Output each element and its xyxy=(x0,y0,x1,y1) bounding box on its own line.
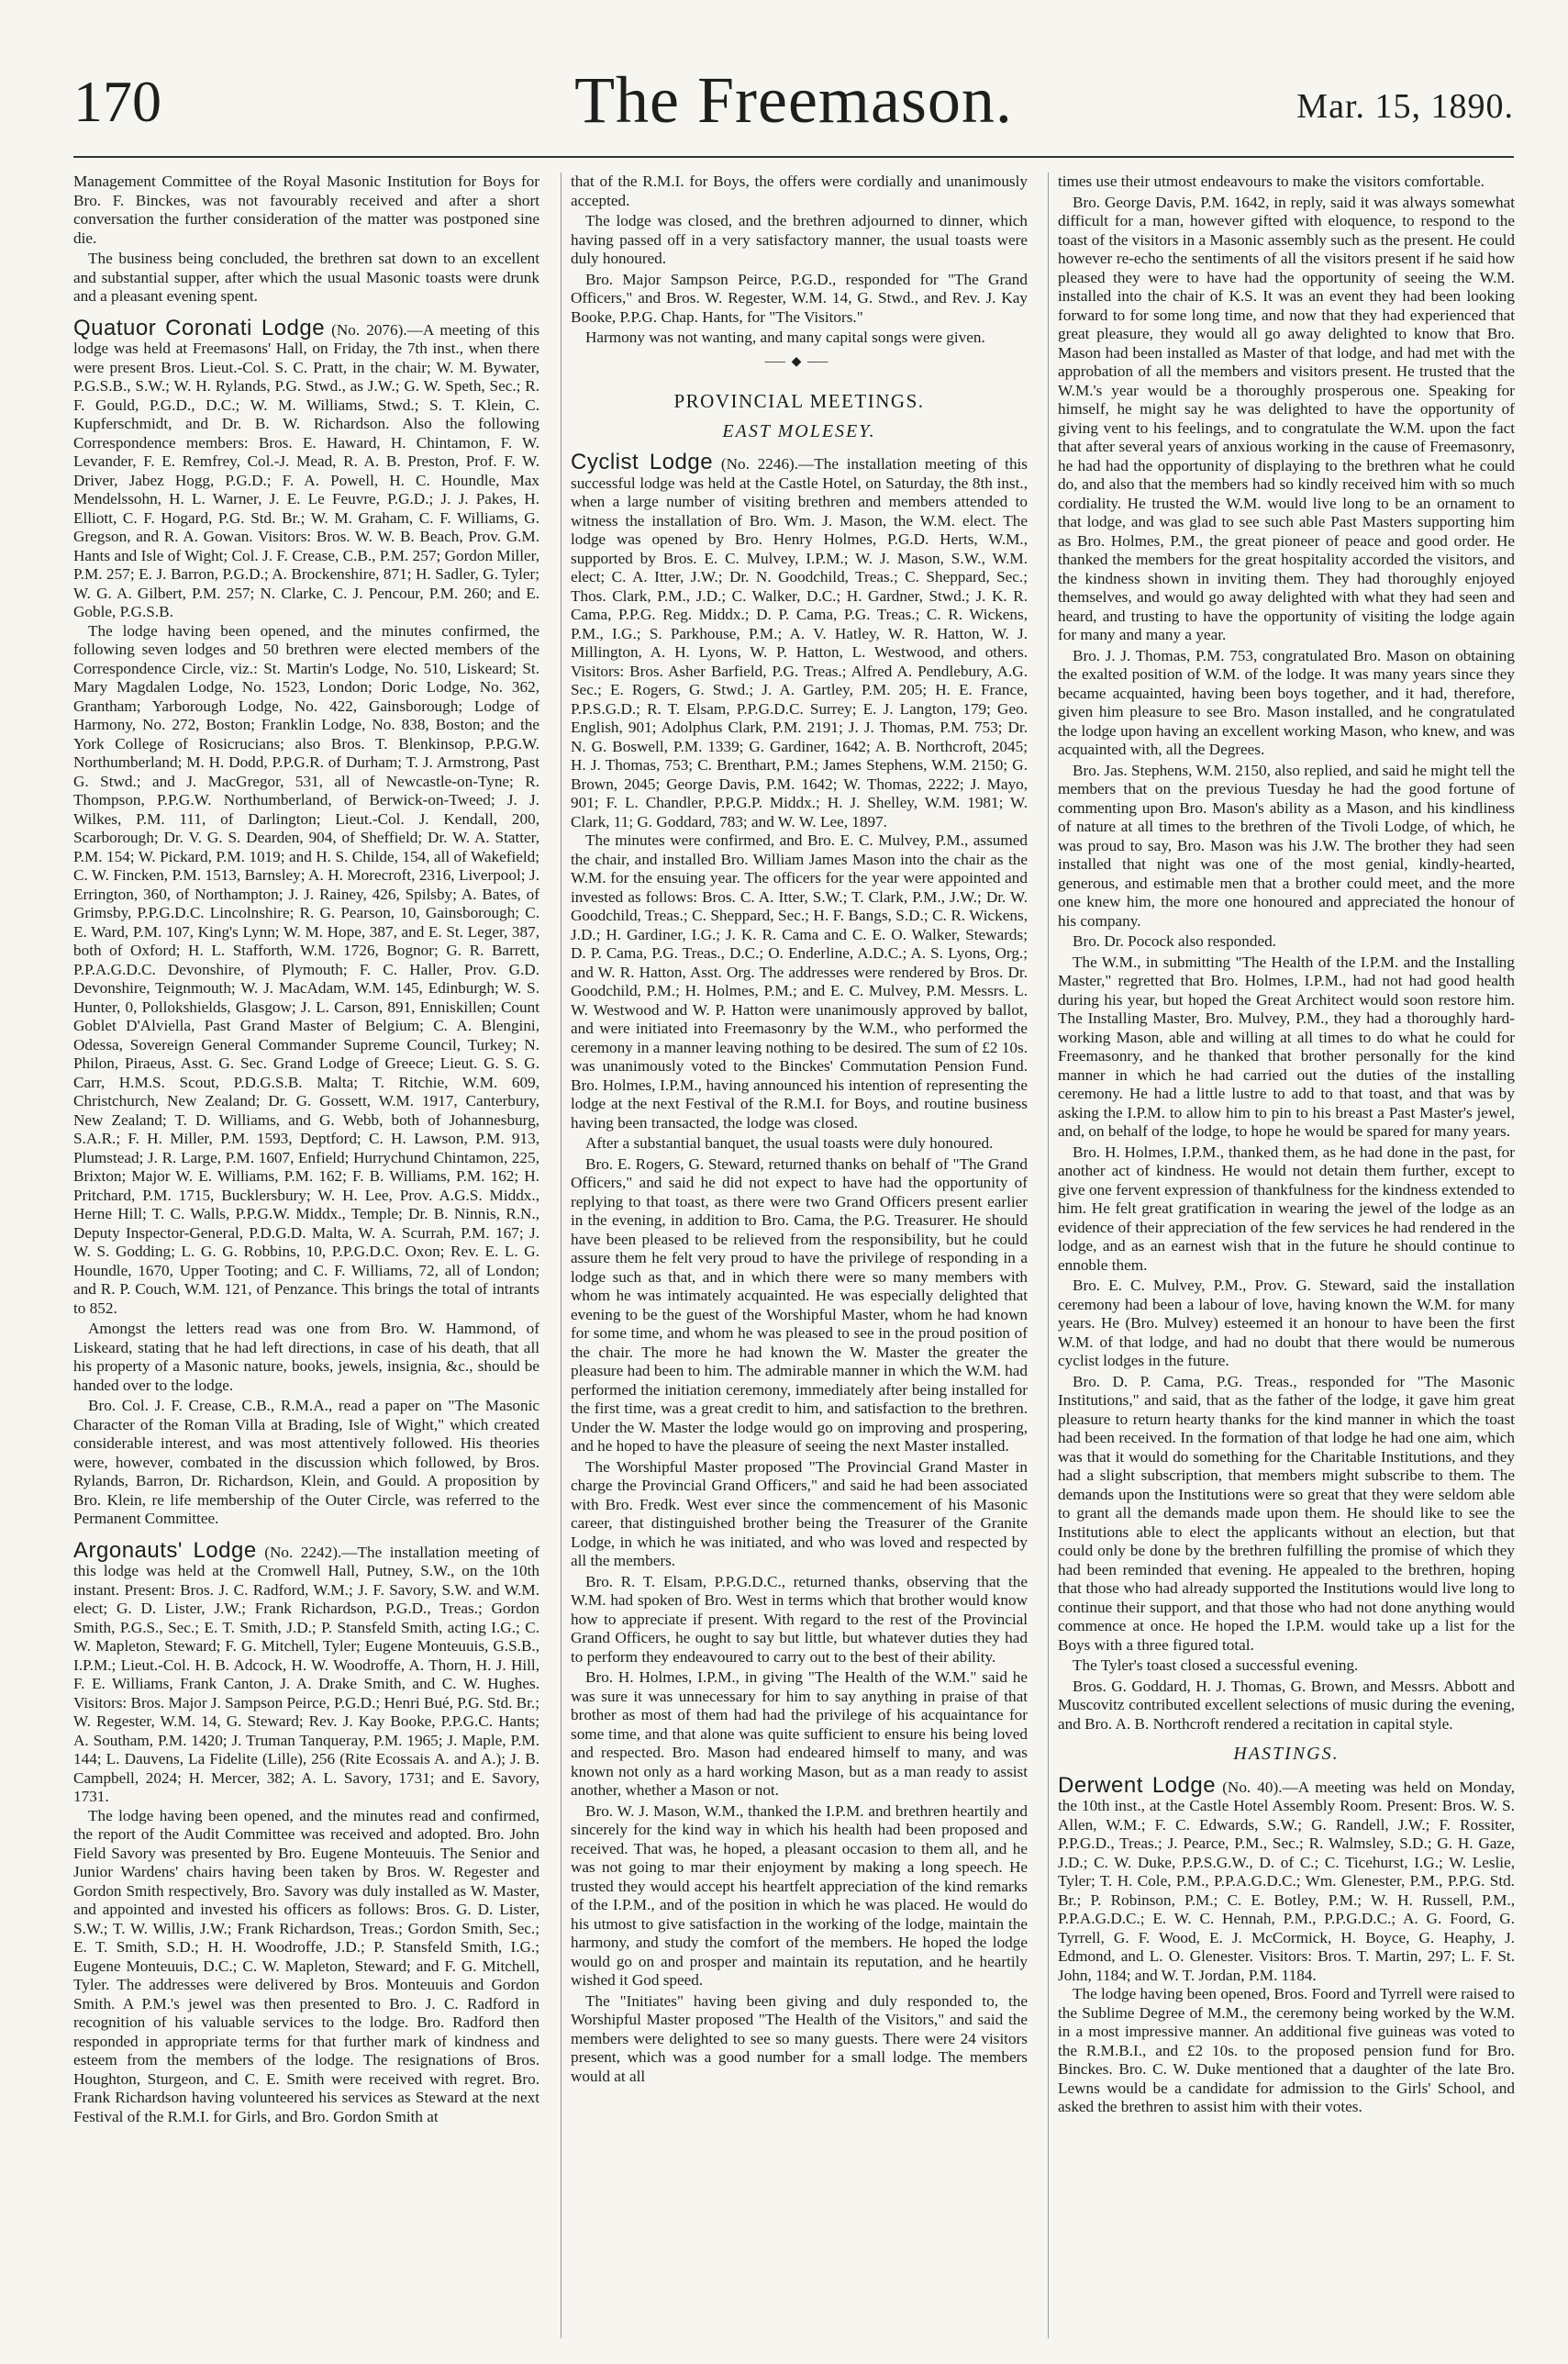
paragraph: Bro. W. J. Mason, W.M., thanked the I.P.M. and brethren heartily and sincerely for the kind way in which his health had been proposed and received. That was, he hoped, a pleasant occasion to them all, and he was not going to mar their enjoyment by making a long speech. He trusted they would accept his heartfelt appreciation of the kind remarks of the I.P.M., and of the position in which he was placed. He would do his utmost to give satisfaction in the working of the lodge, maintain the harmony, and study the comfort of the members. He hoped the lodge would go on and prosper and maintain its reputation, and he heartily wished it God speed. xyxy=(571,1801,1028,1989)
paragraph: The lodge having been opened, Bros. Foord and Tyrrell were raised to the Sublime Degree of M.M., the ceremony being worked by the W.M. in a most impressive manner. An additional five guineas was voted to the R.M.B.I., and £2 10s. to the proposed pension fund for Bro. Binckes. Bro. C. W. Duke mentioned that a daughter of the late Bro. Lewns would be a candidate for admission to the Girls' School, and asked the brethren to assist him with their votes. xyxy=(1058,1985,1515,2115)
paragraph: Bro. Dr. Pocock also responded. xyxy=(1073,932,1276,950)
paragraph: After a substantial banquet, the usual toasts were duly honoured. xyxy=(585,1134,994,1152)
paragraph: times use their utmost endeavours to make the visitors comfortable. xyxy=(1058,173,1485,190)
paragraph: The Tyler's toast closed a successful evening. xyxy=(1073,1656,1359,1674)
article-columns xyxy=(73,173,1514,2338)
paragraph: that of the R.M.I. for Boys, the offers were cordially and unanimously accepted. xyxy=(571,173,1028,209)
paragraph: The lodge having been opened, and the minutes confirmed, the following seven lodges and 50 brethren were elected members of the Correspondence Circle, viz.: St. Martin's Lodge, No. 510, Liskeard; St. Mary Magdalen Lodge, No. 1523, London; Doric Lodge, No. 362, Grantham; Yarborough Lodge, No. 422, Gainsborough; Lodge of Harmony, No. 272, Boston; Franklin Lodge, No. 838, Boston; and the York College of Rosicrucians; also Bros. T. Blenkinsop, P.P.G.W. Northumberland; M. H. Dodd, P.P.G.R. of Durham; T. J. Armstrong, Past G. Stwd.; and J. MacGregor, 531, all of Newcastle-on-Tyne; R. Thompson, P.P.G.W. Northumberland, of Berwick-on-Tweed; J. J. Wilkes, P.M. 111, of Darlington; Lieut.-Col. J. Kendall, 200, Scarborough; Dr. V. G. S. Dearden, 904, of Sheffield; Dr. W. A. Statter, P.M. 154; W. Pickard, P.M. 1019; and H. S. Childe, 154, all of Wakefield; C. W. Fincken, P.M. 1513, Barnsley; A. H. Morecroft, 2316, Liverpool; J. Errington, 360, of Northampton; J. J. Rainey, 426, Spilsby; A. Bates, of Grimsby, P.P.G.D.C. Lincolnshire; R. G. Pearson, 10, Gainsborough; C. E. Ward, P.M. 107, King's Lynn; W. M. Hope, 387, and E. St. Leger, 387, both of Oxford; H. L. Stafforth, W.M. 1726, Bognor; G. R. Barrett, P.P.A.G.D.C. Devonshire, of Plymouth; F. C. Haller, Prov. G.D. Devonshire, Teignmouth; W. J. MacAdam, W.M. 145, Edinburgh; W. S. Hunter, 0, Pollokshields, Glasgow; J. L. Carson, 891, Enniskillen; Count Goblet D'Alviella, Past Grand Master of Belgium; C. A. Blengini, Odessa, Sovereign General Commander Supreme Council, Turkey; N. Philon, Piraeus, Asst. G. Sec. Grand Lodge of Greece; Lieut. G. S. G. Carr, H.M.S. Scout, P.D.G.S.B. Malta; T. Ritchie, W.M. 609, Christchurch, New Zealand; Dr. G. Gossett, W.M. 1917, Canterbury, New Zealand; T. D. Williams, and G. Webb, both of Johannesburg, S.A.R.; F. H. Miller, P.M. 1593, Deptford; C. H. Lawson, P.M. 913, Plumstead; J. R. Large, P.M. 1607, Enfield; Hurrychund Chintamon, 225, Brixton; Major W. E. Williams, P.M. 162; F. B. Williams, P.M. 162; H. Pritchard, P.M. 1715, Bucklersbury; W. H. Lee, Prov. A.G.S. Middx., Herne Hill; T. C. Walls, P.P.G.W. Middx., Temple; Dr. B. Ninnis, R.N., Deputy Inspector-General, P.D.G.D. Malta, W. A. Scurrah, P.M. 167; J. W. S. Godding; L. G. G. Robbins, 10, P.P.G.D.C. Oxon; Rev. E. L. G. Houndle, 1670, Upper Tooting; and C. F. Williams, 72, all of London; and R. P. Couch, W.M. 121, of Penzance. This brings the total of intrants to 852. xyxy=(73,621,539,1317)
paragraph: Harmony was not wanting, and many capital songs were given. xyxy=(585,329,985,346)
masthead xyxy=(73,59,1514,151)
section-subtitle: HASTINGS. xyxy=(1233,1744,1340,1764)
lodge-name: Argonauts' Lodge xyxy=(73,1537,257,1563)
paragraph: Bro. Major Sampson Peirce, P.G.D., responded for "The Grand Officers," and Bros. W. Regester, W.M. 14, G. Stwd., and Rev. J. Kay Booke, P.P.G. Chap. Hants, for "The Visitors." xyxy=(571,270,1028,326)
section-divider: ⸺◆⸺ xyxy=(763,354,835,369)
lodge-name: Cyclist Lodge xyxy=(571,450,714,474)
lodge-report-text: (No. 2076).—A meeting of this lodge was held at Freemasons' Hall, on Friday, the 7th inst., when there were present Bros. Lieut.-Col. S. C. Pratt, in the chair; W. M. Bywater, P.G.S.B., S.W.; W. H. Rylands, P.G. Stwd., as J.W.; G. W. Speth, Sec.; R. F. Gould, P.G.D., D.C.; W. M. Williams, Stwd.; S. T. Klein, C. Kupferschmidt, and Dr. B. W. Richardson. Also the following Correspondence members: Bros. E. Haward, H. Chintamon, F. W. Levander, F. E. Remfrey, Col.-J. Mead, R. A. B. Preston, Prof. F. W. Driver, Jabez Hogg, P.G.D.; F. A. Powell, H. C. Houndle, Max Mendelssohn, H. L. Warner, J. E. Le Feuvre, P.G.D.; J. J. Pakes, H. Elliott, C. F. Hogard, P.G. Std. Br.; W. M. Graham, C. F. Williams, G. Gregson, and R. A. Gowan. Visitors: Bros. W. W. B. Beach, Prov. G.M. Hants and Isle of Wight; Col. J. F. Crease, C.B., P.M. 257; Gordon Miller, P.M. 257; E. J. Barron, P.G.D.; A. Brockenshire, 871; H. Sadler, G. Tyler; W. G. A. Gilbert, P.M. 257; N. Clarke, C. J. Pencour, P.M. 260; and E. Goble, P.G.S.B. xyxy=(73,320,539,620)
lodge-report-text: (No. 2242).—The installation meeting of this lodge was held at the Cromwell Hall, Putney, S.W., on the 10th instant. Present: Bros. J. C. Radford, W.M.; J. F. Savory, S.W. and W.M. elect; G. D. Lister, J.W.; Frank Richardson, P.G.D., Treas.; Gordon Smith, P.G.S., Sec.; E. T. Smith, J.D.; P. Stansfeld Smith, acting I.G.; C. W. Mapleton, Steward; F. G. Mitchell, Tyler; Eugene Monteuuis, G.S.B., I.P.M.; Lieut.-Col. H. B. Adcock, H. W. Woodroffe, A. Thorn, H. J. Hill, F. E. Williams, Frank Canton, J. A. Drake Smith, and C. W. Hughes. Visitors: Bros. Major J. Sampson Peirce, P.G.D.; Henri Bué, P.G. Std. Br.; W. Regester, W.M. 14, G. Steward; Rev. J. Kay Booke, P.P.G.C. Hants; A. Southam, P.M. 1420; J. Truman Tanqueray, P.M. 1965; J. Maple, P.M. 144; L. Dauvens, La Fidelite (Lille), 256 (Rite Ecossais A. and A.); J. B. Campbell, 2024; H. Mercer, 382; A. L. Savory, 1731; and E. Savory, 1731. xyxy=(73,1543,539,1805)
paragraph: The minutes were confirmed, and Bro. E. C. Mulvey, P.M., assumed the chair, and installed Bro. William James Mason into the chair as the W.M. for the ensuing year. The officers for the year were appointed and invested as follows: Bros. C. A. Itter, S.W.; T. Clark, P.M., J.W.; Dr. W. Goodchild, Treas.; C. Sheppard, Sec.; H. F. Bangs, S.D.; C. R. Wickens, J.D.; H. Gardiner, I.G.; J. K. R. Cama and C. E. O. Walker, Stewards; D. P. Cama, P.G. Treas., D.C.; O. Enderline, A.D.C.; A. S. Lyons, Org.; and W. R. Hatton, Asst. Org. The addresses were rendered by Bros. Dr. Goodchild, P.M.; H. Holmes, P.M.; and E. C. Mulvey, P.M. Messrs. L. W. Westwood and W. P. Hatton were unanimously approved by ballot, and were initiated into Freemasonry by the W.M., who performed the ceremony in a manner leaving nothing to be desired. The sum of £2 10s. was unanimously voted to the Binckes' Commutation Pension Fund. Bro. Holmes, I.P.M., having announced his intention of representing the lodge at the next Festival of the R.M.I. for Boys, and routine business having been transacted, the lodge was closed. xyxy=(571,831,1028,1132)
paragraph: The business being concluded, the brethren sat down to an excellent and substantial supper, after which the usual Masonic toasts were drunk and a pleasant evening spent. xyxy=(73,250,539,305)
paragraph: The W.M., in submitting "The Health of the I.P.M. and the Installing Master," regretted that Bro. Holmes, I.P.M., had not had good health during his year, but hoped the Great Architect would soon restore him. The Installing Master, Bro. Mulvey, P.M., they had a thoroughly hard-working Mason, able and willing at all times to do what he could for Freemasonry, and he thanked that brother personally for the kind manner in which he had carried out the duties of the installing ceremony. He had a little lustre to add to that toast, and that was by asking the I.P.M. to allow him to pin to his breast a Past Master's jewel, and, on behalf of the lodge, to hope he would be spared for many years. xyxy=(1058,953,1515,1140)
page-number: 170 xyxy=(73,69,161,134)
lodge-report-text: (No. 2246).—The installation meeting of this successful lodge was held at the Castle Hotel, on Saturday, the 8th inst., when a large number of visiting brethren and members attended to witness the installation of Bro. Wm. J. Mason, the W.M. elect. The lodge was opened by Bro. Henry Holmes, P.G.D. Herts, W.M., supported by Bros. E. C. Mulvey, I.P.M.; W. J. Mason, S.W., W.M. elect; C. A. Itter, J.W.; Dr. N. Goodchild, Treas.; C. Sheppard, Sec.; Thos. Clark, P.M., J.D.; C. Walker, D.C.; H. Gardner, Stwd.; J. K. R. Cama, P.P.G. Reg. Middx.; D. P. Cama, P.G. Treas.; C. R. Wickens, P.M., I.G.; S. Parkhouse, P.M.; A. V. Hatley, W. R. Hatton, W. J. Millington, A. H. Lyons, W. P. Hatton, L. Westwood, and others. Visitors: Bros. Asher Barfield, P.G. Treas.; Alfred A. Pendlebury, A.G. Sec.; E. Rogers, G. Stwd.; J. A. Gartley, P.M. 205; H. E. France, P.P.S.G.D.; R. T. Elsam, P.P.G.D.C. Surrey; E. J. Langton, 179; Geo. English, 901; Adolphus Clark, P.M. 2191; J. J. Thomas, P.M. 753; Dr. N. G. Boswell, P.M. 1339; G. Gardiner, 1642; A. B. Northcroft, 2045; H. J. Thomas, 753; C. Brenthart, P.M.; James Stephens, W.M. 2150; G. Brown, 2045; George Davis, P.M. 1642; W. Thomas, 2222; J. Mayo, 901; F. L. Chandler, P.P.G.P. Middx.; H. J. Shelley, W.M. 1981; W. Clark, 11; G. Goddard, 783; and W. W. Lee, 1897. xyxy=(571,455,1028,831)
paragraph: Bro. R. T. Elsam, P.P.G.D.C., returned thanks, observing that the W.M. had spoken of Bro. West in terms which that brother would know how to appreciate if present. With regard to the rest of the Provincial Grand Officers, he ought to say but little, but whatever duties they had to perform they endeavoured to carry out to the best of their ability. xyxy=(571,1572,1028,1666)
section-title: PROVINCIAL MEETINGS. xyxy=(673,390,925,412)
section-subtitle: EAST MOLESEY. xyxy=(722,420,876,441)
column-2 xyxy=(561,173,1028,2338)
lodge-name: Derwent Lodge xyxy=(1058,1772,1217,1798)
paragraph: Bro. E. Rogers, G. Steward, returned thanks on behalf of "The Grand Officers," and said he did not expect to have had the opportunity of replying to that toast, as there were two Grand Officers present earlier in the evening, in addition to Bro. Cama, the P.G. Treasurer. He should have been pleased to be relieved from the responsibility, but he could assure them he felt very proud to have the privilege of responding in a lodge such as that, and in which there were so many members with whom he was intimately acquainted. He was especially delighted that evening to be the guest of the Worshipful Master, whom he had known for some time, and whom he was pleased to see in the proud position of the chair. The more he had known the W. Master the greater the pleasure had been to him. The admirable manner in which the W.M. had performed the initiation ceremony, immediately after being installed for the first time, was a great credit to him, and satisfaction to the brethren. Under the W. Master the lodge would go on improving and prospering, and he hoped to have the pleasure of seeing the next Master installed. xyxy=(571,1154,1028,1455)
paragraph: Bro. Jas. Stephens, W.M. 2150, also replied, and said he might tell the members that on the previous Tuesday he had the good fortune of commenting upon Bro. Mason's ability as a Mason, and his kindliness of nature at all times to the brethren of the Tivoli Lodge, of which, he was proud to say, Bro. Mason was his J.W. The brother they had seen installed that night was one of the most genial, kindly-hearted, generous, and estimable men that a brother could meet, and the more one knew him, the more one honoured and appreciated the honour of his company. xyxy=(1058,761,1515,930)
paragraph: Management Committee of the Royal Masonic Institution for Boys for Bro. F. Binckes, was not favourably received and after a short conversation the further consideration of the matter was postponed sine die. xyxy=(73,173,539,247)
paragraph: Bro. George Davis, P.M. 1642, in reply, said it was always somewhat difficult for a man, however gifted with eloquence, to respond to the toast of the visitors in a Masonic assembly such as the present. He could however re-echo the sentiments of all the visitors present if he said how pleased they were to have had the opportunity of seeing the W.M. installed into the chair of K.S. It was an event they had been looking forward to for some long time, and now that they had experienced that great pleasure, they would all go away delighted to know that Bro. Mason had been installed as Master of that lodge, and had met with the approbation of all the members and visitors present. He trusted that the W.M.'s year would be a thoroughly prosperous one. Speaking for himself, he might say he was delighted to have the opportunity of giving vent to his feelings, and to congratulate the W.M. upon the fact that after several years of anxious working in the cause of Freemasonry, he had had the opportunity of displaying to the brethren what he could do, and also that the members had so kindly received him with so much cordiality. He trusted the W.M. would live long to be an ornament to that lodge, and was glad to see such able Past Masters supporting him as Bro. Holmes, P.M., the great pioneer of peace and good order. He thanked the members for the great hospitality accorded the visitors, and the kindness shown in inviting them. They had thoroughly enjoyed themselves, and would go away delighted with what they had seen and heard, and trusting to have the opportunity of visiting the lodge again for many and many a year. xyxy=(1058,193,1515,643)
column-3 xyxy=(1048,173,1515,2338)
paragraph: Bro. D. P. Cama, P.G. Treas., responded for "The Masonic Institutions," and said, that as the father of the lodge, it gave him great pleasure to return hearty thanks for the kind manner in which the toast had been received. In the formation of that lodge he had one aim, which was that it would do something for the Charitable Institutions, and they had a slight subscription, that members might subscribe to them. The demands upon the Institutions were so great that they were seldom able to grant all the demands made upon them. He should like to see the Institutions able to elect the applicants without an election, but that could only be done by the brethren fulfilling the promise of which they had been reminded that evening. He appealed to the brethren, hoping that those who had already supported the Institutions would live long to continue their support, and that those who had not done anything would commence at once. He hoped the I.P.M. would take up a list for the Boys with a three figured total. xyxy=(1058,1372,1515,1654)
lodge-report-text: (No. 40).—A meeting was held on Monday, the 10th inst., at the Castle Hotel Assembly Room. Present: Bros. W. S. Allen, W.M.; F. C. Edwards, S.W.; G. Randell, J.W.; F. Rossiter, P.P.G.D., Treas.; J. Pearce, P.M., Sec.; R. Walmsley, S.D.; G. H. Gaze, J.D.; C. W. Duke, P.P.S.G.W., D. of C.; C. Ticehurst, I.G.; W. Leslie, Tyler; T. H. Cole, P.M., P.P.A.G.D.C.; Wm. Glenester, P.M., P.P.G. Std. Br.; P. Robinson, P.M.; C. E. Botley, P.M.; W. H. Russell, P.M., P.P.A.G.D.C.; E. W. C. Hennah, P.M., P.P.G.D.C.; A. G. Foord, G. Tyrrell, G. F. Wood, E. J. McCormick, H. Boyce, G. Heaphy, J. Edmond, and L. O. Glenester. Visitors: Bros. T. Martin, 297; L. F. St. John, 1184; and W. T. Jordan, P.M. 1184. xyxy=(1058,1778,1515,1984)
paragraph: Amongst the letters read was one from Bro. W. Hammond, of Liskeard, stating that he had left directions, in case of his death, that all his property of a Masonic nature, books, jewels, insignia, &c., should be handed over to the lodge. xyxy=(73,1320,539,1394)
paragraph: Bro. E. C. Mulvey, P.M., Prov. G. Steward, said the installation ceremony had been a labour of love, having known the W.M. for many years. He (Bro. Mulvey) esteemed it an honour to have been the first W.M. of that lodge, and had no doubt that there would be numerous cyclist lodges in the future. xyxy=(1058,1277,1515,1369)
lodge-report-heading xyxy=(73,315,539,622)
paragraph: The Worshipful Master proposed "The Provincial Grand Master in charge the Provincial Grand Officers," and said he had been associated with Bro. Fredk. West ever since the commencement of his Masonic career, that distinguished brother being the Treasurer of the Granite Lodge, in which he was initiated, and who was loved and respected by all the members. xyxy=(571,1457,1028,1569)
lodge-name: Quatuor Coronati Lodge xyxy=(73,315,326,340)
lodge-report-heading xyxy=(571,450,1028,831)
paragraph: Bro. H. Holmes, I.P.M., in giving "The Health of the W.M." said he was sure it was unnecessary for him to say anything in praise of that brother as most of them had had the privilege of his acquaintance for some time, and that alone was quite sufficient to ensure his being loved and respected. Bro. Mason had endeared himself to many, and was known not only as a hard working Mason, but as a man ready to assist another, whether a Mason or not. xyxy=(571,1668,1028,1799)
paragraph: Bro. H. Holmes, I.P.M., thanked them, as he had done in the past, for another act of kindness. He would not detain them further, except to give one fervent expression of thankfulness for the kindness extended to him. He felt great gratification in wearing the jewel of the lodge as an evidence of their appreciation of the few services he had rendered in the lodge, and as an earnest wish that in the future he should continue to ennoble them. xyxy=(1058,1143,1515,1274)
newspaper-title: The Freemason. xyxy=(574,63,1013,137)
column-1 xyxy=(73,173,539,2338)
paragraph: The lodge was closed, and the brethren adjourned to dinner, which having passed off in a very satisfactory manner, the usual toasts were duly honoured. xyxy=(571,212,1028,267)
paragraph: Bro. J. J. Thomas, P.M. 753, congratulated Bro. Mason on obtaining the exalted position of W.M. of the lodge. It was many years since they became acquainted, having been boys together, and it had, therefore, given him pleasure to see Bro. Mason installed, and he congratulated the lodge upon having an excellent working Mason, who knew, and was acquainted with, all the Degrees. xyxy=(1058,646,1515,758)
issue-date: Mar. 15, 1890. xyxy=(1296,87,1514,126)
lodge-report-heading xyxy=(73,1537,539,1807)
lodge-report-heading xyxy=(1058,1772,1515,1986)
masthead-rule xyxy=(73,156,1514,158)
paragraph: The lodge having been opened, and the minutes read and confirmed, the report of the Audit Committee was received and adopted. Bro. John Field Savory was presented by Bro. Eugene Monteuuis. The Senior and Junior Wardens' chairs having been taken by Bros. W. Regester and Gordon Smith respectively, Bro. Savory was duly installed as W. Master, and appointed and invested his officers as follows: Bros. G. D. Lister, S.W.; T. W. Willis, J.W.; Frank Richardson, Treas.; Gordon Smith, Sec.; E. T. Smith, S.D.; H. H. Woodroffe, J.D.; P. Stansfeld Smith, I.G.; Eugene Monteuuis, D.C.; C. W. Mapleton, Steward; and F. G. Mitchell, Tyler. The addresses were delivered by Bros. Monteuuis and Gordon Smith. A P.M.'s jewel was then presented to Bro. J. C. Radford in recognition of his valuable services to the lodge. Bro. Radford then responded in appropriate terms for that further mark of kindness and esteem from the members of the lodge. The resignations of Bros. Houghton, Sturgeon, and C. E. Smith were received with regret. Bro. Frank Richardson having volunteered his services as Steward at the next Festival of the R.M.I. for Girls, and Bro. Gordon Smith at xyxy=(73,1806,539,2125)
paragraph: The "Initiates" having been giving and duly responded to, the Worshipful Master proposed "The Health of the Visitors," and said the members were delighted to see so many guests. There were 24 visitors present, which was a good number for a small lodge. The members would at all xyxy=(571,1991,1028,2085)
paragraph: Bros. G. Goddard, H. J. Thomas, G. Brown, and Messrs. Abbott and Muscovitz contributed excellent selections of music during the evening, and Bro. A. B. Northcroft rendered a recitation in capital style. xyxy=(1058,1677,1515,1733)
paragraph: Bro. Col. J. F. Crease, C.B., R.M.A., read a paper on "The Masonic Character of the Roman Villa at Brading, Isle of Wight," which created considerable interest, and was most attentively followed. His theories were, however, combated in the discussion which followed, by Bros. Rylands, Barron, Dr. Richardson, Klein, and Gould. A proposition by Bro. Klein, re life membership of the Outer Circle, was referred to the Permanent Committee. xyxy=(73,1397,539,1527)
